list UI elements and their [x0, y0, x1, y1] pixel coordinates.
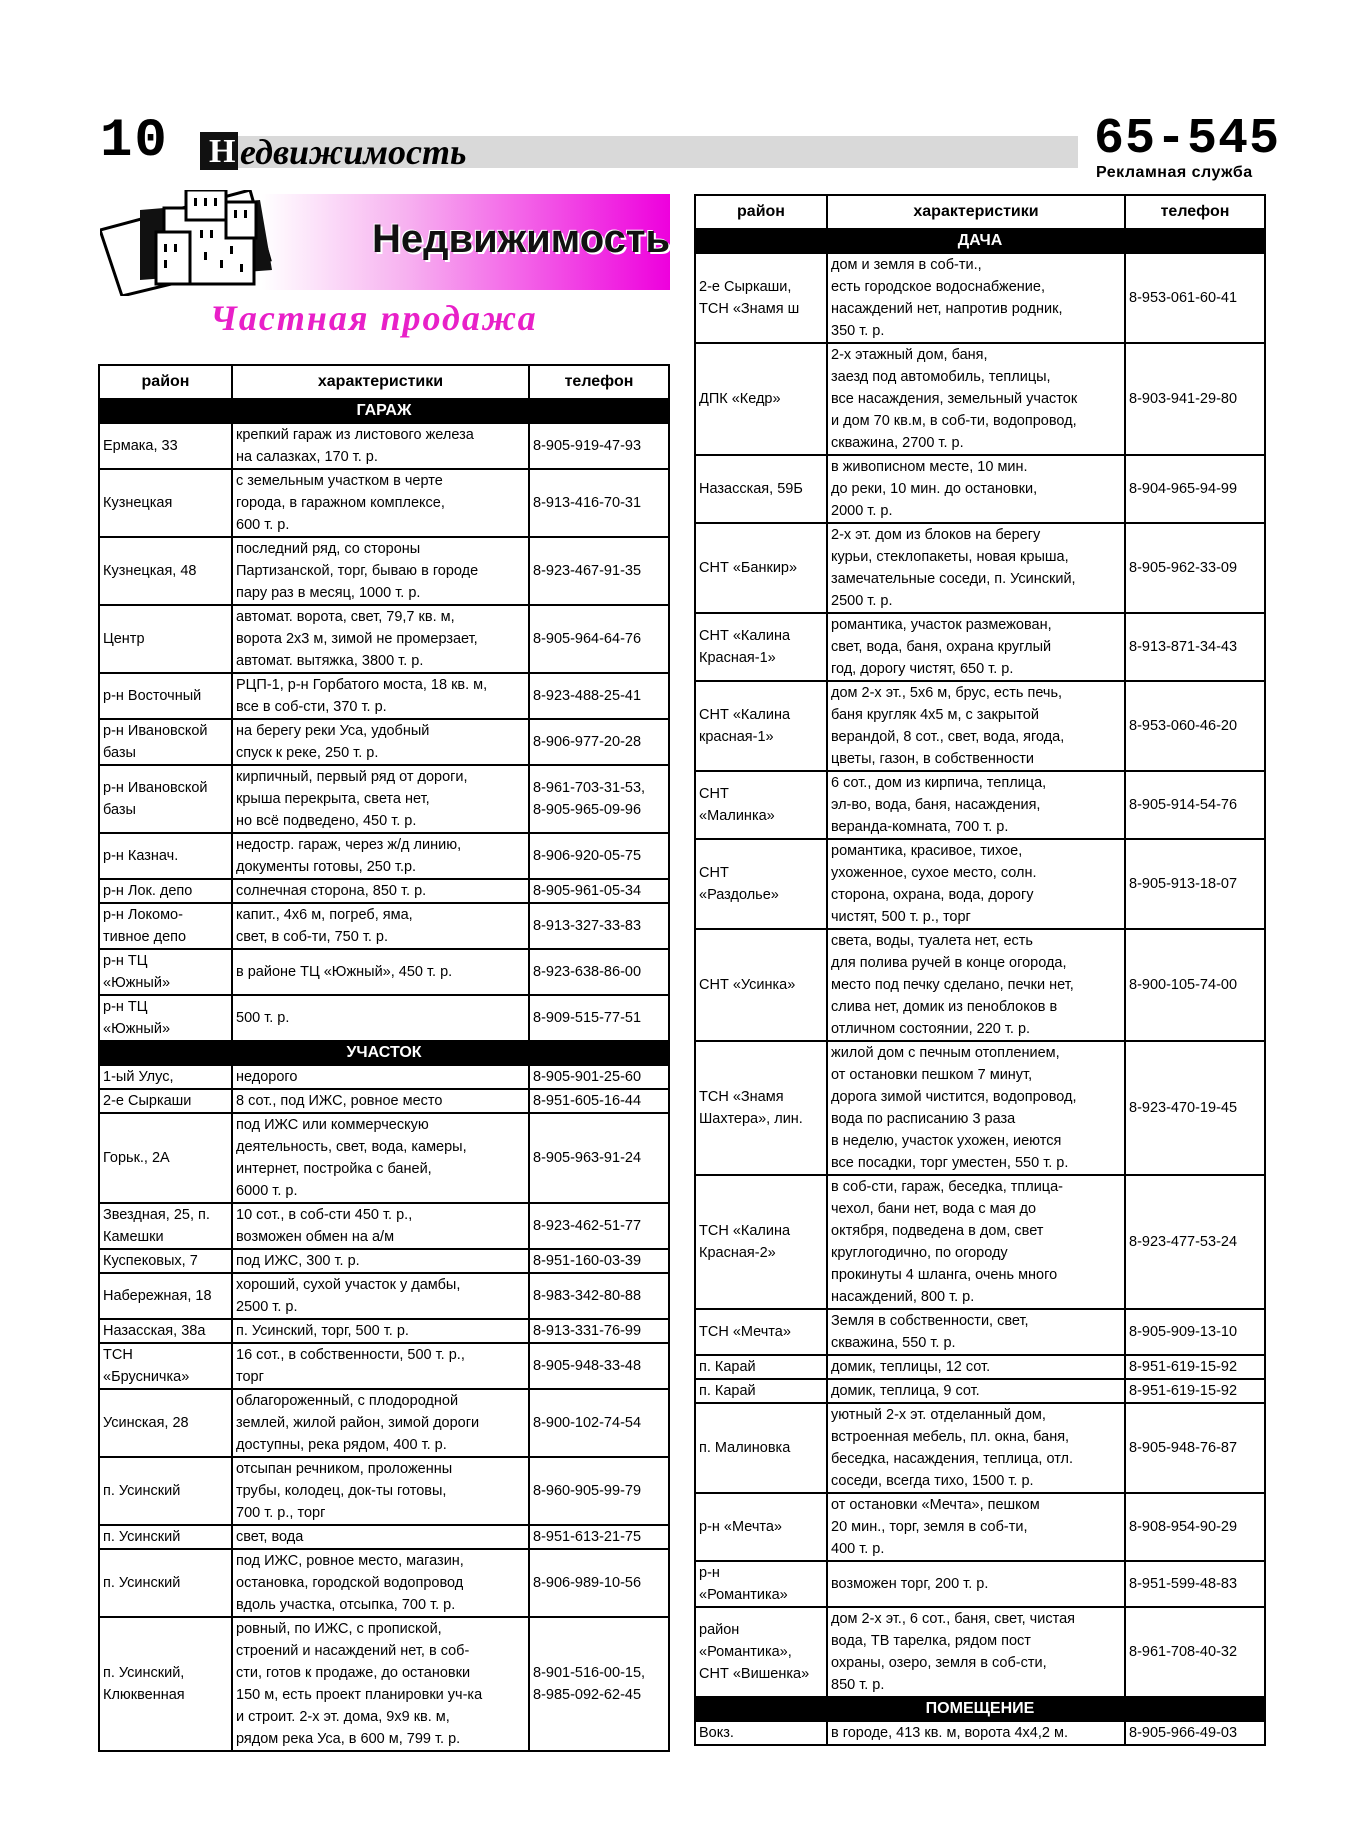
- listing-row: [99, 1249, 669, 1273]
- listing-phone: 8-905-948-76-87: [1125, 1403, 1265, 1493]
- listing-area: Звездная, 25, п. Камешки: [99, 1203, 232, 1249]
- listing-description: возможен торг, 200 т. р.: [827, 1561, 1125, 1607]
- listing-area: Назасская, 38а: [99, 1319, 232, 1343]
- section-subheading: Частная продажа: [210, 298, 538, 338]
- listing-area: СНТ «Раздолье»: [695, 839, 827, 929]
- listing-area: р-н ТЦ «Южный»: [99, 995, 232, 1041]
- listing-description: жилой дом с печным отоплением, от остановки пешком 7 минут, дорога зимой чистится, водопровод, вода по расписанию 3 раза в неделю, участок ухожен, иеются все посадки, торг уместен, 550 т. р.: [827, 1041, 1125, 1175]
- listing-row: [695, 1175, 1265, 1309]
- listing-description: в соб-сти, гараж, беседка, тплица- чехол, бани нет, вода с мая до октября, подведена в дом, свет круглогодично, по огороду прокинуты 4 шланга, очень много насаждений, 800 т. р.: [827, 1175, 1125, 1309]
- listing-row: [99, 469, 669, 537]
- listing-row: [99, 903, 669, 949]
- category-row: [695, 229, 1265, 253]
- listing-area: район «Романтика», СНТ «Вишенка»: [695, 1607, 827, 1697]
- listing-description: 10 сот., в соб-сти 450 т. р., возможен обмен на а/м: [232, 1203, 529, 1249]
- listing-phone: 8-905-948-33-48: [529, 1343, 669, 1389]
- listing-description: дом и земля в соб-ти., есть городское водоснабжение, насаждений нет, напротив родник, 350 т. р.: [827, 253, 1125, 343]
- listing-row: [695, 1041, 1265, 1175]
- listing-row: [695, 613, 1265, 681]
- listing-phone: 8-905-963-91-24: [529, 1113, 669, 1203]
- listing-description: в живописном месте, 10 мин. до реки, 10 мин. до остановки, 2000 т. р.: [827, 455, 1125, 523]
- category-title: УЧАСТОК: [99, 1041, 669, 1065]
- listing-row: [695, 455, 1265, 523]
- listing-description: облагороженный, с плодородной землей, жилой район, зимой дороги доступны, река рядом, 400 т. р.: [232, 1389, 529, 1457]
- listing-phone: 8-909-515-77-51: [529, 995, 669, 1041]
- listing-area: Кузнецкая, 48: [99, 537, 232, 605]
- listing-phone: 8-913-871-34-43: [1125, 613, 1265, 681]
- listing-area: Вокз.: [695, 1721, 827, 1745]
- listing-row: [695, 771, 1265, 839]
- listing-phone: 8-951-160-03-39: [529, 1249, 669, 1273]
- listing-phone: 8-904-965-94-99: [1125, 455, 1265, 523]
- listing-phone: 8-951-619-15-92: [1125, 1355, 1265, 1379]
- listing-description: в городе, 413 кв. м, ворота 4х4,2 м.: [827, 1721, 1125, 1745]
- listing-area: р-н Лок. депо: [99, 879, 232, 903]
- listing-phone: 8-923-467-91-35: [529, 537, 669, 605]
- listing-area: СНТ «Усинка»: [695, 929, 827, 1041]
- listing-row: [99, 423, 669, 469]
- listing-row: [695, 523, 1265, 613]
- listing-phone: 8-905-919-47-93: [529, 423, 669, 469]
- listing-phone: 8-951-599-48-83: [1125, 1561, 1265, 1607]
- listing-phone: 8-953-060-46-20: [1125, 681, 1265, 771]
- listing-phone: 8-906-920-05-75: [529, 833, 669, 879]
- listing-area: ДПК «Кедр»: [695, 343, 827, 455]
- listing-area: п. Усинский: [99, 1549, 232, 1617]
- listing-description: домик, теплицы, 12 сот.: [827, 1355, 1125, 1379]
- ad-service-label: Рекламная служба: [1096, 164, 1253, 181]
- listing-description: в районе ТЦ «Южный», 450 т. р.: [232, 949, 529, 995]
- listing-row: [99, 1319, 669, 1343]
- listing-area: п. Усинский: [99, 1525, 232, 1549]
- listing-phone: 8-913-416-70-31: [529, 469, 669, 537]
- listing-area: р-н «Романтика»: [695, 1561, 827, 1607]
- listing-row: [99, 995, 669, 1041]
- listing-area: р-н Локомо- тивное депо: [99, 903, 232, 949]
- listing-table-right: [694, 194, 1266, 1746]
- listing-phone: 8-961-708-40-32: [1125, 1607, 1265, 1697]
- listing-area: Горьк., 2А: [99, 1113, 232, 1203]
- listing-description: с земельным участком в черте города, в гаражном комплексе, 600 т. р.: [232, 469, 529, 537]
- listing-phone: 8-905-961-05-34: [529, 879, 669, 903]
- category-row: [99, 1041, 669, 1065]
- category-row: [99, 399, 669, 423]
- listing-description: Земля в собственности, свет, скважина, 550 т. р.: [827, 1309, 1125, 1355]
- listing-area: Центр: [99, 605, 232, 673]
- listing-row: [99, 537, 669, 605]
- listing-phone: 8-905-909-13-10: [1125, 1309, 1265, 1355]
- listing-phone: 8-900-102-74-54: [529, 1389, 669, 1457]
- listing-row: [695, 1721, 1265, 1745]
- listing-area: Куспековых, 7: [99, 1249, 232, 1273]
- listing-area: Усинская, 28: [99, 1389, 232, 1457]
- listing-table-left: [98, 364, 670, 1752]
- listing-area: Кузнецкая: [99, 469, 232, 537]
- listing-description: последний ряд, со стороны Партизанской, торг, бываю в городе пару раз в месяц, 1000 т. р.: [232, 537, 529, 605]
- listing-phone: 8-900-105-74-00: [1125, 929, 1265, 1041]
- listing-row: [695, 1309, 1265, 1355]
- listing-row: [99, 1113, 669, 1203]
- listing-row: [695, 839, 1265, 929]
- listing-row: [99, 765, 669, 833]
- listing-description: под ИЖС, ровное место, магазин, остановка, городской водопровод вдоль участка, отсыпка, 700 т. р.: [232, 1549, 529, 1617]
- listing-phone: 8-905-913-18-07: [1125, 839, 1265, 929]
- listing-description: кирпичный, первый ряд от дороги, крыша перекрыта, света нет, но всё подведено, 450 т. р.: [232, 765, 529, 833]
- listing-phone: 8-906-977-20-28: [529, 719, 669, 765]
- listing-row: [695, 1403, 1265, 1493]
- listing-description: 500 т. р.: [232, 995, 529, 1041]
- listing-row: [99, 1089, 669, 1113]
- listing-row: [99, 1617, 669, 1751]
- listing-row: [695, 1355, 1265, 1379]
- listing-description: солнечная сторона, 850 т. р.: [232, 879, 529, 903]
- listing-area: р-н «Мечта»: [695, 1493, 827, 1561]
- column-header-area: район: [695, 195, 827, 229]
- category-row: [695, 1697, 1265, 1721]
- listing-area: 2-е Сыркаши, ТСН «Знамя ш: [695, 253, 827, 343]
- listing-area: ТСН «Брусничка»: [99, 1343, 232, 1389]
- listing-area: р-н Ивановской базы: [99, 765, 232, 833]
- listing-area: СНТ «Калина Красная-1»: [695, 613, 827, 681]
- listing-area: СНТ «Калина красная-1»: [695, 681, 827, 771]
- listing-phone: 8-906-989-10-56: [529, 1549, 669, 1617]
- listing-phone: 8-908-954-90-29: [1125, 1493, 1265, 1561]
- listing-area: Ермака, 33: [99, 423, 232, 469]
- listing-row: [99, 1389, 669, 1457]
- listing-row: [695, 681, 1265, 771]
- listing-description: автомат. ворота, свет, 79,7 кв. м, ворота 2х3 м, зимой не промерзает, автомат. вытяжка, 3800 т. р.: [232, 605, 529, 673]
- listing-area: Набережная, 18: [99, 1273, 232, 1319]
- listing-phone: 8-905-901-25-60: [529, 1065, 669, 1089]
- listing-description: домик, теплица, 9 сот.: [827, 1379, 1125, 1403]
- listing-phone: 8-983-342-80-88: [529, 1273, 669, 1319]
- category-title: ПОМЕЩЕНИЕ: [695, 1697, 1265, 1721]
- listing-area: р-н Казнач.: [99, 833, 232, 879]
- section-initial-letter: Н: [209, 133, 236, 170]
- listing-area: ТСН «Калина Красная-2»: [695, 1175, 827, 1309]
- listing-row: [99, 949, 669, 995]
- listing-description: 2-х эт. дом из блоков на берегу курьи, стеклопакеты, новая крыша, замечательные соседи, п. Усинский, 2500 т. р.: [827, 523, 1125, 613]
- listing-description: 6 сот., дом из кирпича, теплица, эл-во, вода, баня, насаждения, веранда-комната, 700 т. р.: [827, 771, 1125, 839]
- listing-description: 16 сот., в собственности, 500 т. р., торг: [232, 1343, 529, 1389]
- listing-description: уютный 2-х эт. отделанный дом, встроенная мебель, пл. окна, баня, беседка, насаждения, теплица, отл. соседи, всегда тихо, 1500 т. р.: [827, 1403, 1125, 1493]
- page-number: 10: [100, 111, 169, 172]
- listing-description: ровный, по ИЖС, с пропиской, строений и насаждений нет, в соб- сти, готов к продаже, до остановки 150 м, есть проект планировки уч-ка и строит. 2-х эт. дома, 9х9 кв. м, рядом река Уса, в 600 м, 799 т. р.: [232, 1617, 529, 1751]
- listing-phone: 8-923-638-86-00: [529, 949, 669, 995]
- listing-description: крепкий гараж из листового железа на салазках, 170 т. р.: [232, 423, 529, 469]
- listing-description: под ИЖС, 300 т. р.: [232, 1249, 529, 1273]
- listing-phone: 8-913-327-33-83: [529, 903, 669, 949]
- category-title: ДАЧА: [695, 229, 1265, 253]
- listing-row: [695, 1561, 1265, 1607]
- listing-phone: 8-953-061-60-41: [1125, 253, 1265, 343]
- listing-area: ТСН «Мечта»: [695, 1309, 827, 1355]
- listing-phone: 8-923-462-51-77: [529, 1203, 669, 1249]
- listing-row: [99, 1549, 669, 1617]
- column-header-phone: телефон: [529, 365, 669, 399]
- column-header-area: район: [99, 365, 232, 399]
- listing-row: [695, 253, 1265, 343]
- listing-row: [99, 1343, 669, 1389]
- section-title: едвижимость: [240, 132, 467, 172]
- listing-phone: 8-901-516-00-15, 8-985-092-62-45: [529, 1617, 669, 1751]
- listing-description: на берегу реки Уса, удобный спуск к реке, 250 т. р.: [232, 719, 529, 765]
- listing-phone: 8-913-331-76-99: [529, 1319, 669, 1343]
- column-header-description: характеристики: [827, 195, 1125, 229]
- listing-description: недорого: [232, 1065, 529, 1089]
- listing-phone: 8-905-964-64-76: [529, 605, 669, 673]
- table-header-row: [695, 195, 1265, 229]
- listing-row: [99, 879, 669, 903]
- listing-phone: 8-923-470-19-45: [1125, 1041, 1265, 1175]
- listing-description: недостр. гараж, через ж/д линию, документы готовы, 250 т.р.: [232, 833, 529, 879]
- listing-row: [99, 719, 669, 765]
- listing-area: Назасская, 59Б: [695, 455, 827, 523]
- listing-row: [695, 929, 1265, 1041]
- banner-title: Недвижимость: [372, 217, 671, 261]
- listing-row: [695, 1379, 1265, 1403]
- listing-description: свет, вода: [232, 1525, 529, 1549]
- category-title: ГАРАЖ: [99, 399, 669, 423]
- listing-phone: 8-923-477-53-24: [1125, 1175, 1265, 1309]
- listing-phone: 8-903-941-29-80: [1125, 343, 1265, 455]
- listing-description: капит., 4х6 м, погреб, яма, свет, в соб-ти, 750 т. р.: [232, 903, 529, 949]
- listing-row: [99, 673, 669, 719]
- listing-row: [695, 343, 1265, 455]
- listing-description: отсыпан речником, проложенны трубы, колодец, док-ты готовы, 700 т. р., торг: [232, 1457, 529, 1525]
- listing-area: р-н ТЦ «Южный»: [99, 949, 232, 995]
- listing-phone: 8-905-914-54-76: [1125, 771, 1265, 839]
- listing-row: [695, 1607, 1265, 1697]
- listing-area: п. Усинский, Клюквенная: [99, 1617, 232, 1751]
- listing-description: романтика, участок размежован, свет, вода, баня, охрана круглый год, дорогу чистят, 650 т. р.: [827, 613, 1125, 681]
- listing-area: СНТ «Малинка»: [695, 771, 827, 839]
- listing-description: под ИЖС или коммерческую деятельность, свет, вода, камеры, интернет, постройка с баней, 6000 т. р.: [232, 1113, 529, 1203]
- listing-description: романтика, красивое, тихое, ухоженное, сухое место, солн. сторона, охрана, вода, дорогу чистят, 500 т. р., торг: [827, 839, 1125, 929]
- listing-area: п. Малиновка: [695, 1403, 827, 1493]
- table-header-row: [99, 365, 669, 399]
- listing-phone: 8-951-613-21-75: [529, 1525, 669, 1549]
- listing-phone: 8-905-962-33-09: [1125, 523, 1265, 613]
- listing-description: дом 2-х эт., 6 сот., баня, свет, чистая вода, ТВ тарелка, рядом пост охраны, озеро, земля в соб-сти, 850 т. р.: [827, 1607, 1125, 1697]
- listing-area: п. Карай: [695, 1379, 827, 1403]
- listing-row: [99, 1525, 669, 1549]
- listing-area: 1-ый Улус,: [99, 1065, 232, 1089]
- header-phone: 65-545: [1094, 111, 1281, 168]
- listing-description: 2-х этажный дом, баня, заезд под автомобиль, теплицы, все насаждения, земельный участок и дом 70 кв.м, в соб-ти, водопровод, скважина, 2700 т. р.: [827, 343, 1125, 455]
- listing-row: [99, 1065, 669, 1089]
- listing-description: хороший, сухой участок у дамбы, 2500 т. р.: [232, 1273, 529, 1319]
- listing-description: от остановки «Мечта», пешком 20 мин., торг, земля в соб-ти, 400 т. р.: [827, 1493, 1125, 1561]
- listing-phone: 8-951-619-15-92: [1125, 1379, 1265, 1403]
- listing-row: [99, 1457, 669, 1525]
- listing-area: р-н Ивановской базы: [99, 719, 232, 765]
- listing-phone: 8-951-605-16-44: [529, 1089, 669, 1113]
- column-header-description: характеристики: [232, 365, 529, 399]
- listing-description: 8 сот., под ИЖС, ровное место: [232, 1089, 529, 1113]
- listing-row: [99, 1273, 669, 1319]
- listing-phone: 8-905-966-49-03: [1125, 1721, 1265, 1745]
- column-header-phone: телефон: [1125, 195, 1265, 229]
- listing-row: [99, 605, 669, 673]
- listing-description: РЦП-1, р-н Горбатого моста, 18 кв. м, все в соб-сти, 370 т. р.: [232, 673, 529, 719]
- listing-description: света, воды, туалета нет, есть для полива ручей в конце огорода, место под печку сделано, печки нет, слива нет, домик из пеноблоков в отличном состоянии, 220 т. р.: [827, 929, 1125, 1041]
- listing-area: п. Усинский: [99, 1457, 232, 1525]
- listing-area: п. Карай: [695, 1355, 827, 1379]
- listing-phone: 8-923-488-25-41: [529, 673, 669, 719]
- listing-phone: 8-961-703-31-53, 8-905-965-09-96: [529, 765, 669, 833]
- listing-row: [695, 1493, 1265, 1561]
- listing-description: п. Усинский, торг, 500 т. р.: [232, 1319, 529, 1343]
- listing-area: ТСН «Знамя Шахтера», лин.: [695, 1041, 827, 1175]
- listing-area: 2-е Сыркаши: [99, 1089, 232, 1113]
- listing-row: [99, 1203, 669, 1249]
- listing-row: [99, 833, 669, 879]
- listing-area: р-н Восточный: [99, 673, 232, 719]
- listing-area: СНТ «Банкир»: [695, 523, 827, 613]
- listing-phone: 8-960-905-99-79: [529, 1457, 669, 1525]
- listing-description: дом 2-х эт., 5х6 м, брус, есть печь, баня кругляк 4х5 м, с закрытой верандой, 8 сот., свет, вода, ягода, цветы, газон, в собственности: [827, 681, 1125, 771]
